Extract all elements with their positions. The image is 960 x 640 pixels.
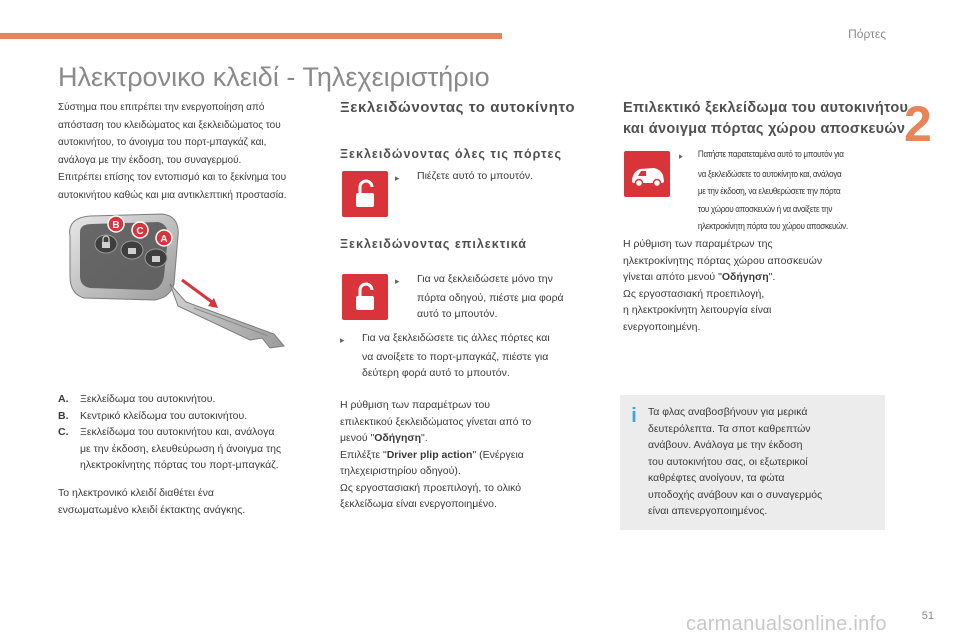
section-heading-unlocking: Ξεκλειδώνοντας το αυτοκίνητο xyxy=(340,99,576,116)
unlock-icon xyxy=(342,171,388,217)
intro-line: αυτοκινήτου καθώς και μια αντικλεπτική προστασία. xyxy=(58,189,287,201)
watermark: carmanualsonline.info xyxy=(686,613,887,635)
page-number: 51 xyxy=(921,610,934,622)
legend-item-c: C. Ξεκλείδωμα του αυτοκινήτου και, ανάλογα xyxy=(58,426,275,438)
heading-selective-unlock: Ξεκλειδώνοντας επιλεκτικά xyxy=(340,237,527,251)
selective-bullet-1: ▸ Για να ξεκλειδώσετε μόνο την πόρτα οδηγού, πιέστε μια φορά αυτό το μπουτόν. xyxy=(395,273,564,320)
unlock-all-text: Πιέζετε αυτό το μπουτόν. xyxy=(417,170,534,182)
emergency-key-note: Το ηλεκτρονικό κλειδί διαθέτει ένα ενσωματωμένο κλειδί έκτακτης ανάγκης. xyxy=(58,487,246,516)
svg-text:C: C xyxy=(136,226,144,237)
intro-paragraph xyxy=(58,99,320,204)
header-accent-bar xyxy=(0,33,502,39)
key-label-a xyxy=(156,230,172,246)
key-label-c xyxy=(132,222,148,238)
legend-line: ηλεκτροκίνητης πόρτας του πορτ-μπαγκάζ. xyxy=(80,459,279,471)
car-trunk-icon xyxy=(624,151,670,197)
bullet-icon: ▸ xyxy=(679,151,683,161)
chapter-number: 2 xyxy=(904,96,932,152)
intro-line: Σύστημα που επιτρέπει την ενεργοποίηση από xyxy=(58,102,265,113)
section-title: Πόρτες xyxy=(848,27,886,41)
intro-line: ανάλογα με την έκδοση, του συναγερμού. xyxy=(58,154,242,166)
key-label-b xyxy=(108,216,124,232)
svg-text:B: B xyxy=(112,220,120,231)
section-heading-selective-trunk: Επιλεκτικό ξεκλείδωμα του αυτοκινήτου και άνοιγμα πόρτας χώρου αποσκευών xyxy=(623,100,909,137)
info-icon: i xyxy=(631,405,637,427)
bullet-icon: ▸ xyxy=(340,335,345,345)
trunk-settings-text: Η ρύθμιση των παραμέτρων της ηλεκτροκίνητης πόρτας χώρου αποσκευών γίνεται απότο μενού "Οδήγηση". Ως εργοστασιακή προεπιλογή, η ηλεκτροκίνητη λειτουργία είναι ενεργοποιημένη. xyxy=(623,238,823,333)
selective-settings-text: Η ρύθμιση των παραμέτρων του επιλεκτικού ξεκλειδώματος γίνεται από το μενού "Οδήγηση". Επιλέξτε "Driver plip action" (Ενέργεια τηλεχειριστηρίου οδηγού). Ως εργοστασιακή προεπιλογή, το ολικό ξεκλείδωμα είναι ενεργοποιημένο. xyxy=(340,399,532,510)
legend-item-b: B. Κεντρικό κλείδωμα του αυτοκινήτου. xyxy=(58,409,248,422)
legend-line: με την έκδοση, ελευθεύρωση ή άνοιγμα της xyxy=(80,442,282,455)
intro-line: απόσταση του κλειδώματος και ξεκλειδώματος του xyxy=(58,119,281,131)
menu-name-driving: Οδήγηση xyxy=(374,432,422,444)
svg-text:A: A xyxy=(160,234,168,245)
info-note: i Τα φλας αναβοσβήνουν για μερικά δευτερόλεπτα. Τα σποτ καθρεπτών ανάβουν. Ανάλογα με την έκδοση του αυτοκινήτου σας, οι εξωτερικοί καθρέφτες ανοίγουν, τα φώτα υποδοχής ανάβουν και ο συναγερμός είναι απενεργοποιημένος. xyxy=(620,395,885,530)
page-title: Ηλεκτρονικο κλειδί - Τηλεχειριστήριο xyxy=(58,62,490,92)
heading-unlock-all-doors: Ξεκλειδώνοντας όλες τις πόρτες xyxy=(340,147,562,161)
selective-bullet-2: ▸ Για να ξεκλειδώσετε τις άλλες πόρτες και να ανοίξετε το πορτ-μπαγκάζ, πιέστε για δεύτερη φορά αυτό το μπουτόν. xyxy=(340,332,550,379)
bullet-icon: ▸ xyxy=(395,276,400,286)
bullet-icon: ▸ xyxy=(395,173,400,183)
unlock-icon xyxy=(342,274,388,320)
trunk-bullet: ▸ Πατήστε παρατεταμένα αυτό το μπουτόν για να ξεκλειδώσετε το αυτοκίνητο και, ανάλογα με την έκδοση, να ελευθερώσετε την πόρτα του χώρου αποσκευών ή να ανοίξετε την ηλεκτροκίνητη πόρτα του χώρου αποσκευών. xyxy=(679,146,875,236)
button-legend xyxy=(58,391,320,474)
intro-line: αυτοκινήτου, το άνοιγμα του πορτ-μπαγκάζ και, xyxy=(58,137,267,148)
menu-option-driver-plip: Driver plip action xyxy=(386,448,473,461)
intro-line: Επιτρέπει επίσης τον εντοπισμό και το ξεκίνημα του xyxy=(58,172,287,183)
menu-name-driving: Οδήγηση xyxy=(721,271,769,283)
remote-key-illustration xyxy=(62,206,312,356)
legend-item-a: A. Ξεκλείδωμα του αυτοκινήτου. xyxy=(58,393,216,405)
